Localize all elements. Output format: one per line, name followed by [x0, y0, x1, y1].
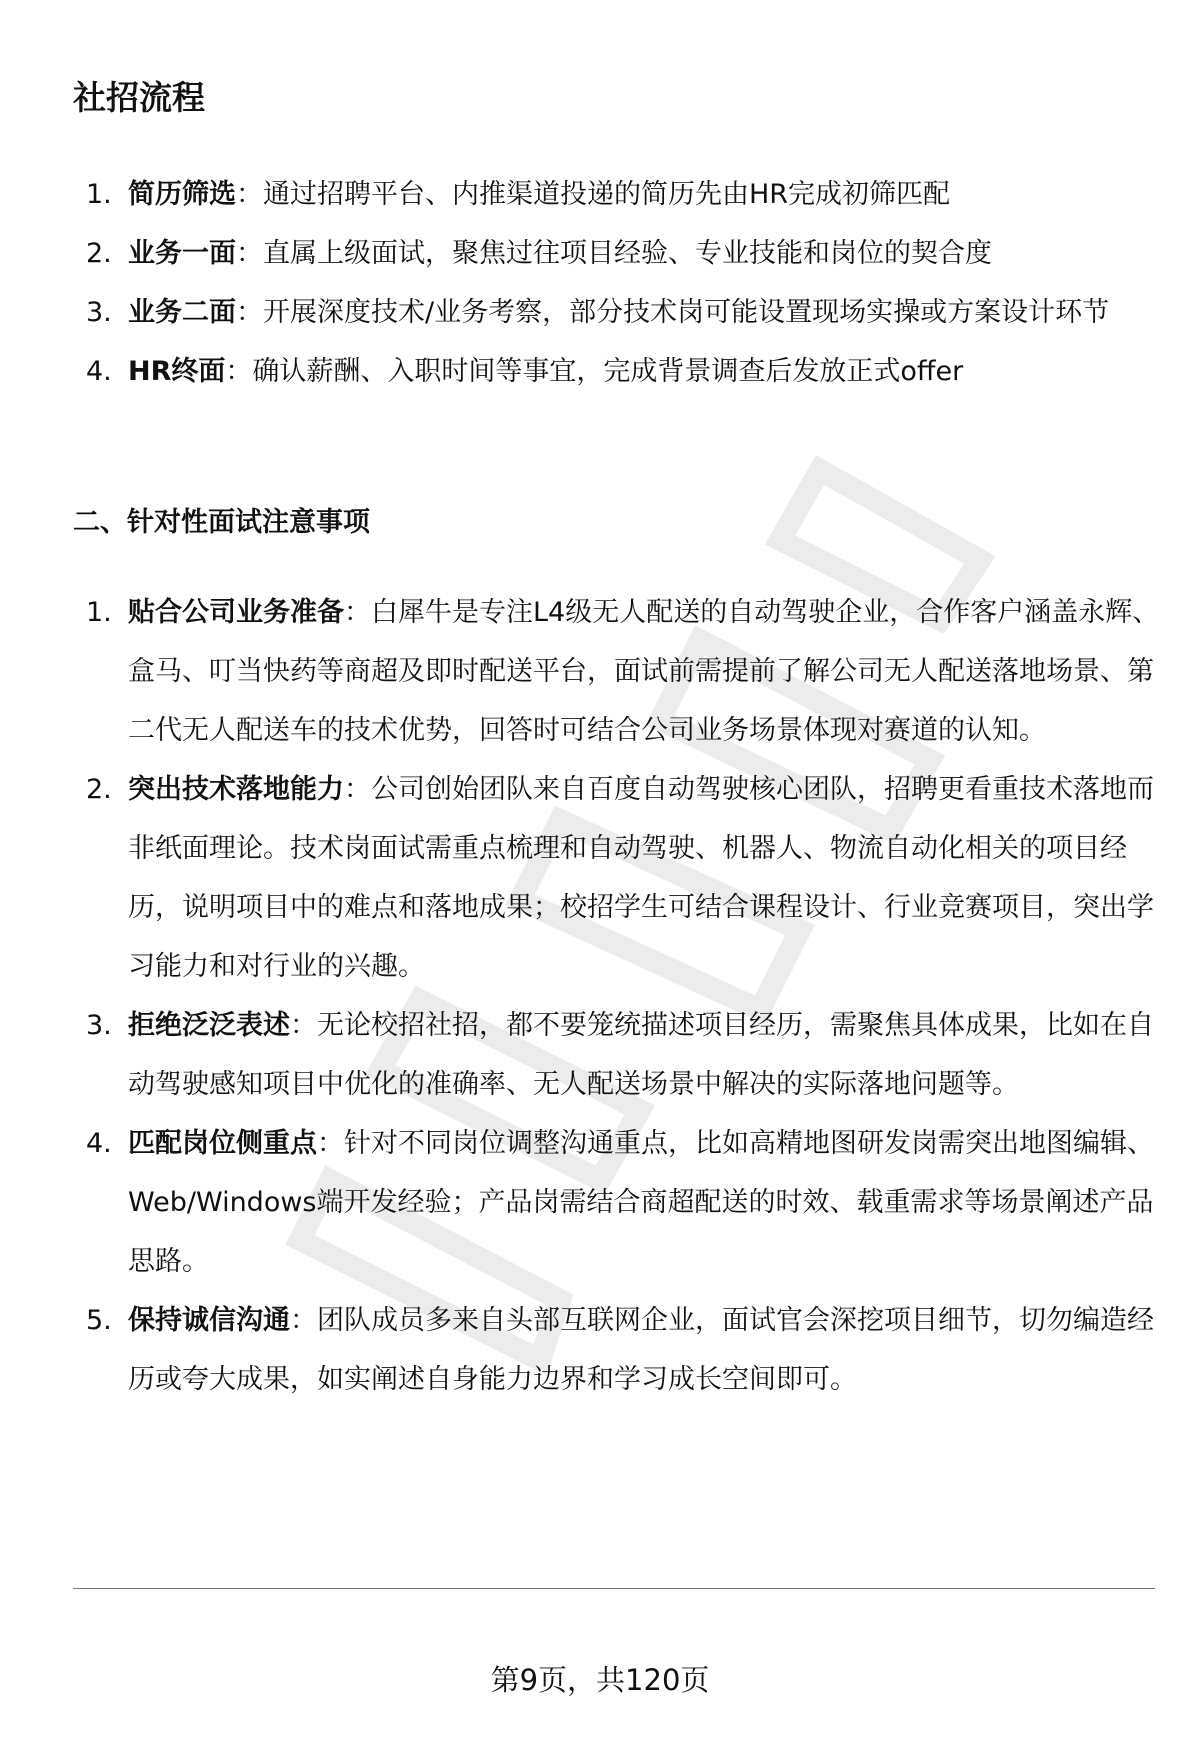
list-item [0, 165, 1200, 224]
list-item [0, 283, 1200, 342]
divider [73, 1588, 1155, 1589]
item-body: 公司创始团队来自百度自动驾驶核心团队，招聘更看重技术落地而非纸面理论。技术岗面试需重点梳理和自动驾驶、机器人、物流自动化相关的项目经历，说明项目中的难点和落地成果；校招学生可结合课程设计、行业竞赛项目，突出学习能力和对行业的兴趣。 [128, 774, 1154, 982]
item-title: 简历筛选 [128, 179, 236, 210]
item-separator: ： [344, 774, 371, 805]
item-body: 通过招聘平台、内推渠道投递的简历先由HR完成初筛匹配 [263, 179, 951, 210]
list-number: 1. [86, 597, 112, 628]
interview-tips-list [0, 583, 1200, 1409]
item-title: HR终面 [128, 356, 226, 387]
item-title: 贴合公司业务准备 [128, 597, 344, 628]
item-title: 保持诚信沟通 [128, 1305, 290, 1336]
list-number: 4. [86, 1128, 112, 1159]
section-title: 二、针对性面试注意事项 [73, 507, 370, 538]
item-separator: ： [317, 1128, 344, 1159]
list-item [0, 760, 1200, 996]
list-number: 4. [86, 356, 112, 387]
item-title: 拒绝泛泛表述 [128, 1010, 290, 1041]
page-title: 社招流程 [73, 78, 205, 117]
item-title: 匹配岗位侧重点 [128, 1128, 317, 1159]
list-number: 2. [86, 238, 112, 269]
page-footer: 第9页，共120页 [490, 1663, 710, 1697]
item-body: 白犀牛是专注L4级无人配送的自动驾驶企业，合作客户涵盖永辉、盒马、叮当快药等商超及即时配送平台，面试前需提前了解公司无人配送落地场景、第二代无人配送车的技术优势，回答时可结合公司业务场景体现对赛道的认知。 [128, 597, 1160, 746]
item-body: 开展深度技术/业务考察，部分技术岗可能设置现场实操或方案设计环节 [263, 297, 1110, 328]
list-item [0, 583, 1200, 760]
list-item [0, 342, 1200, 401]
process-step-list [0, 165, 1200, 401]
item-body: 无论校招社招，都不要笼统描述项目经历，需聚焦具体成果，比如在自动驾驶感知项目中优化的准确率、无人配送场景中解决的实际落地问题等。 [128, 1010, 1154, 1100]
item-title: 突出技术落地能力 [128, 774, 344, 805]
item-body: 针对不同岗位调整沟通重点，比如高精地图研发岗需突出地图编辑、Web/Windows端开发经验；产品岗需结合商超配送的时效、载重需求等场景阐述产品思路。 [128, 1128, 1154, 1277]
list-number: 2. [86, 774, 112, 805]
item-title: 业务一面 [128, 238, 236, 269]
item-separator: ： [236, 179, 263, 210]
item-separator: ： [236, 297, 263, 328]
list-item [0, 1291, 1200, 1409]
list-number: 3. [86, 297, 112, 328]
item-body: 团队成员多来自头部互联网企业，面试官会深挖项目细节，切勿编造经历或夸大成果，如实阐述自身能力边界和学习成长空间即可。 [128, 1305, 1154, 1395]
item-title: 业务二面 [128, 297, 236, 328]
list-item [0, 1114, 1200, 1291]
item-separator: ： [290, 1010, 317, 1041]
item-body: 直属上级面试，聚焦过往项目经验、专业技能和岗位的契合度 [263, 238, 992, 269]
list-item [0, 224, 1200, 283]
item-body: 确认薪酬、入职时间等事宜，完成背景调查后发放正式offer [252, 356, 964, 387]
list-number: 1. [86, 179, 112, 210]
item-separator: ： [225, 356, 253, 387]
item-separator: ： [236, 238, 263, 269]
list-item [0, 996, 1200, 1114]
item-separator: ： [290, 1305, 317, 1336]
list-number: 5. [86, 1305, 112, 1336]
item-separator: ： [344, 597, 371, 628]
list-number: 3. [86, 1010, 112, 1041]
